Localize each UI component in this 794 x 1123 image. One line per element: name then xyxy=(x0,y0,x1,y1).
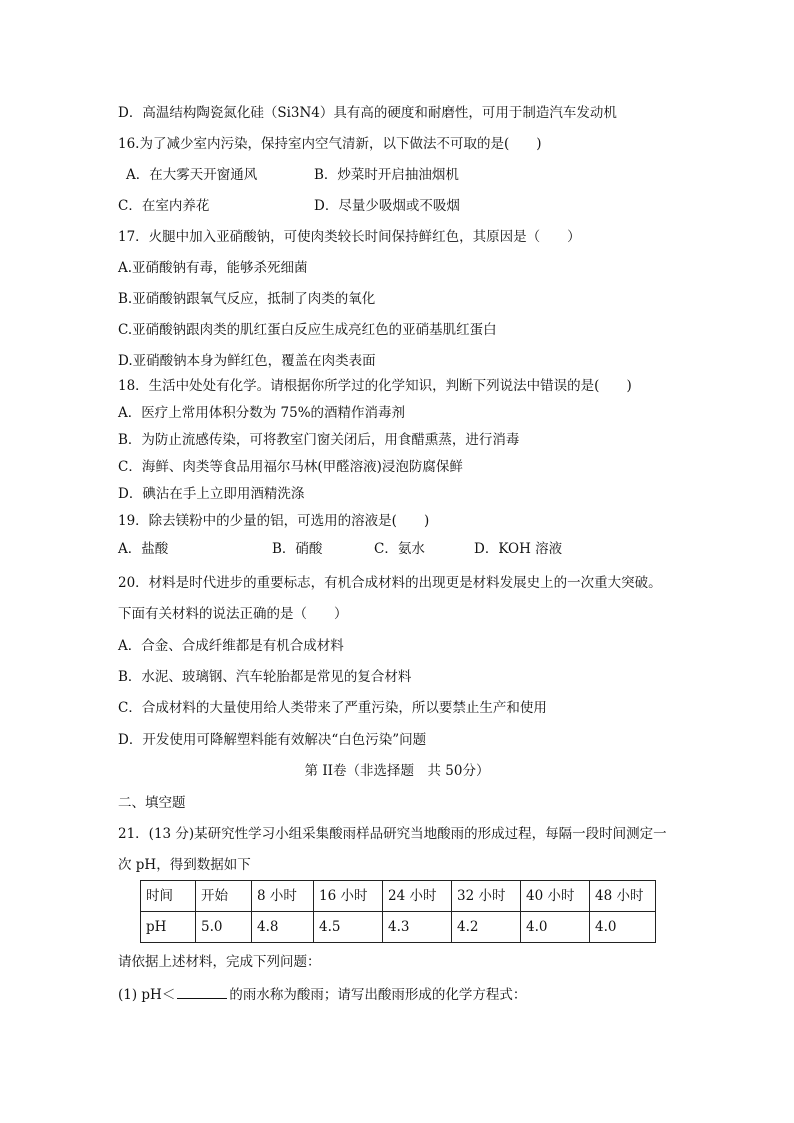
q18-option-c: C．海鲜、肉类等食品用福尔马林(甲醛溶液)浸泡防腐保鲜 xyxy=(118,459,463,475)
q17-option-a: A.亚硝酸钠有毒，能够杀死细菌 xyxy=(118,260,308,276)
q17-stem: 17．火腿中加入亚硝酸钠，可使肉类较长时间保持鲜红色，其原因是（ ） xyxy=(118,229,581,245)
q16-stem: 16.为了减少室内污染，保持室内空气清新，以下做法不可取的是( ) xyxy=(118,136,542,152)
q16-option-c: C．在室内养花 xyxy=(118,198,210,214)
q20-option-b: B．水泥、玻璃钢、汽车轮胎都是常见的复合材料 xyxy=(118,669,412,685)
q21-instruction: 请依据上述材料，完成下列问题： xyxy=(118,954,321,970)
q17-option-c: C.亚硝酸钠跟肉类的肌红蛋白反应生成亮红色的亚硝基肌红蛋白 xyxy=(118,322,497,338)
table-cell: 开始 xyxy=(196,881,252,912)
q16-option-a: A．在大雾天开窗通风 xyxy=(126,167,258,183)
table-row xyxy=(141,881,656,912)
table-cell: 4.0 xyxy=(521,912,590,943)
table-cell: 4.5 xyxy=(314,912,383,943)
q19-option-c: C．氨水 xyxy=(374,541,425,557)
section-heading-fill-in: 二、填空题 xyxy=(118,795,186,811)
q18-option-a: A．医疗上常用体积分数为 75%的酒精作消毒剂 xyxy=(118,405,406,421)
table-cell: 时间 xyxy=(141,881,196,912)
q20-option-d: D．开发使用可降解塑料能有效解决“白色污染”问题 xyxy=(118,732,427,748)
table-cell: 4.0 xyxy=(590,912,656,943)
q19-option-d: D．KOH 溶液 xyxy=(474,541,563,557)
q21-part-1-prefix: (1) pH＜ xyxy=(118,987,176,1003)
q18-option-d: D．碘沾在手上立即用酒精洗涤 xyxy=(118,486,305,502)
table-cell: 4.3 xyxy=(383,912,452,943)
table-cell: 24 小时 xyxy=(383,881,452,912)
q17-option-d: D.亚硝酸钠本身为鲜红色，覆盖在肉类表面 xyxy=(118,353,376,369)
table-cell: 40 小时 xyxy=(521,881,590,912)
table-cell: 5.0 xyxy=(196,912,252,943)
q19-option-b: B．硝酸 xyxy=(272,541,323,557)
q21-part-1-suffix: 的雨水称为酸雨；请写出酸雨形成的化学方程式： xyxy=(229,987,527,1003)
part-two-heading: 第 II卷（非选择题 共 50分） xyxy=(304,763,490,779)
q20-option-a: A．合金、合成纤维都是有机合成材料 xyxy=(118,638,344,654)
q20-stem: 20．材料是时代进步的重要标志，有机合成材料的出现更是材料发展史上的一次重大突破。 xyxy=(118,575,662,591)
q15-option-d: D．高温结构陶瓷氮化硅（Si3N4）具有高的硬度和耐磨性，可用于制造汽车发动机 xyxy=(118,105,617,121)
q21-stem: 21．(13 分)某研究性学习小组采集酸雨样品研究当地酸雨的形成过程，每隔一段时间测定一 xyxy=(118,826,667,842)
q20-option-c: C．合成材料的大量使用给人类带来了严重污染，所以要禁止生产和使用 xyxy=(118,700,547,716)
q20-stem-continued: 下面有关材料的说法正确的是（ ） xyxy=(118,606,348,622)
table-cell: 4.2 xyxy=(452,912,521,943)
table-cell: 4.8 xyxy=(252,912,314,943)
q19-option-a: A．盐酸 xyxy=(118,541,169,557)
q18-option-b: B．为防止流感传染，可将教室门窗关闭后，用食醋熏蒸，进行消毒 xyxy=(118,432,520,448)
q18-stem: 18．生活中处处有化学。请根据你所学过的化学知识，判断下列说法中错误的是( ) xyxy=(118,378,632,394)
q17-option-b: B.亚硝酸钠跟氧气反应，抵制了肉类的氧化 xyxy=(118,291,376,307)
q16-option-d: D．尽量少吸烟或不吸烟 xyxy=(314,198,460,214)
table-cell: 48 小时 xyxy=(590,881,656,912)
ph-data-table xyxy=(140,880,656,943)
q21-part-1 xyxy=(118,984,526,1004)
table-cell: pH xyxy=(141,912,196,943)
answer-blank[interactable] xyxy=(177,984,227,999)
q21-stem-continued: 次 pH，得到数据如下 xyxy=(118,857,251,873)
table-row xyxy=(141,912,656,943)
table-cell: 16 小时 xyxy=(314,881,383,912)
table-cell: 32 小时 xyxy=(452,881,521,912)
q16-option-b: B．炒菜时开启抽油烟机 xyxy=(314,167,459,183)
table-cell: 8 小时 xyxy=(252,881,314,912)
q19-stem: 19．除去镁粉中的少量的铝，可选用的溶液是( ) xyxy=(118,513,430,529)
